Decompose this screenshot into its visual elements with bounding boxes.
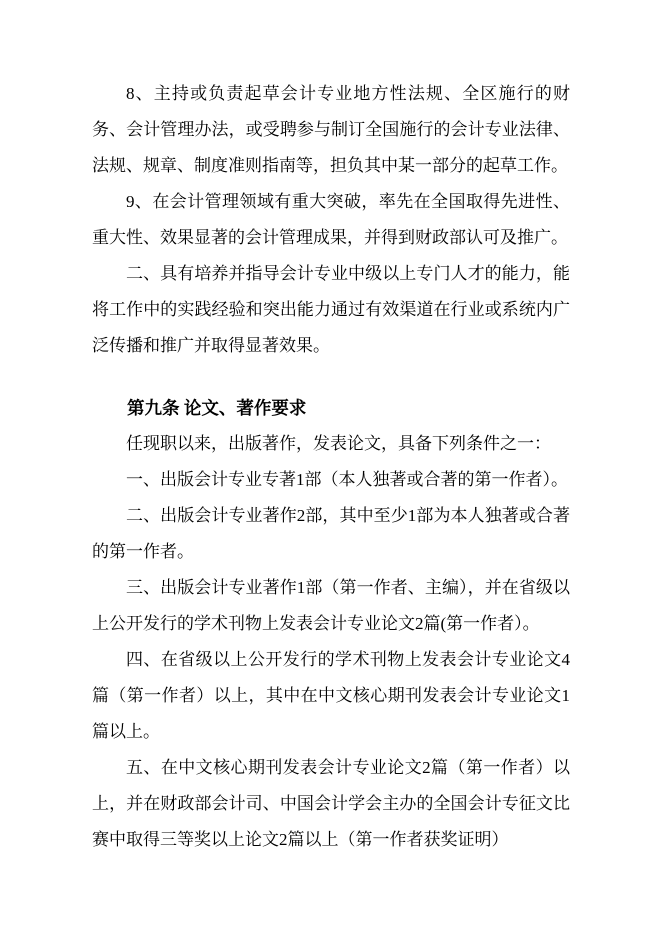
paragraph-item-9: 9、在会计管理领域有重大突破，率先在全国取得先进性、重大性、效果显著的会计管理成果，并得到财政部认可及推广。	[92, 192, 570, 247]
list-item-3: 三、出版会计专业著作1部（第一作者、主编），并在省级以上公开发行的学术刊物上发表会计专业论文2篇(第一作者）。	[92, 578, 570, 633]
list-item-5: 五、在中文核心期刊发表会计专业论文2篇（第一作者）以上，并在财政部会计司、中国会计学会主办的全国会计专征文比赛中取得三等奖以上论文2篇以上（第一作者获奖证明）	[92, 758, 570, 849]
list-item-4: 四、在省级以上公开发行的学术刊物上发表会计专业论文4篇（第一作者）以上，其中在中文核心期刊发表会计专业论文1篇以上。	[92, 650, 570, 741]
paragraph-item-8: 8、主持或负责起草会计专业地方性法规、全区施行的财务、会计管理办法，或受聘参与制订全国施行的会计专业法律、法规、规章、制度准则指南等，担负其中某一部分的起草工作。	[92, 84, 570, 175]
section-intro: 任现职以来，出版著作，发表论文，具备下列条件之一：	[126, 434, 551, 453]
section-heading-article-9: 第九条 论文、著作要求	[127, 398, 307, 418]
paragraph-ability: 二、具有培养并指导会计专业中级以上专门人才的能力，能将工作中的实践经验和突出能力通过有效渠道在行业或系统内广泛传播和推广并取得显著效果。	[92, 264, 570, 355]
list-item-1: 一、出版会计专业专著1部（本人独著或合著的第一作者）。	[126, 470, 568, 489]
list-item-2: 二、出版会计专业著作2部，其中至少1部为本人独著或合著的第一作者。	[92, 506, 570, 561]
